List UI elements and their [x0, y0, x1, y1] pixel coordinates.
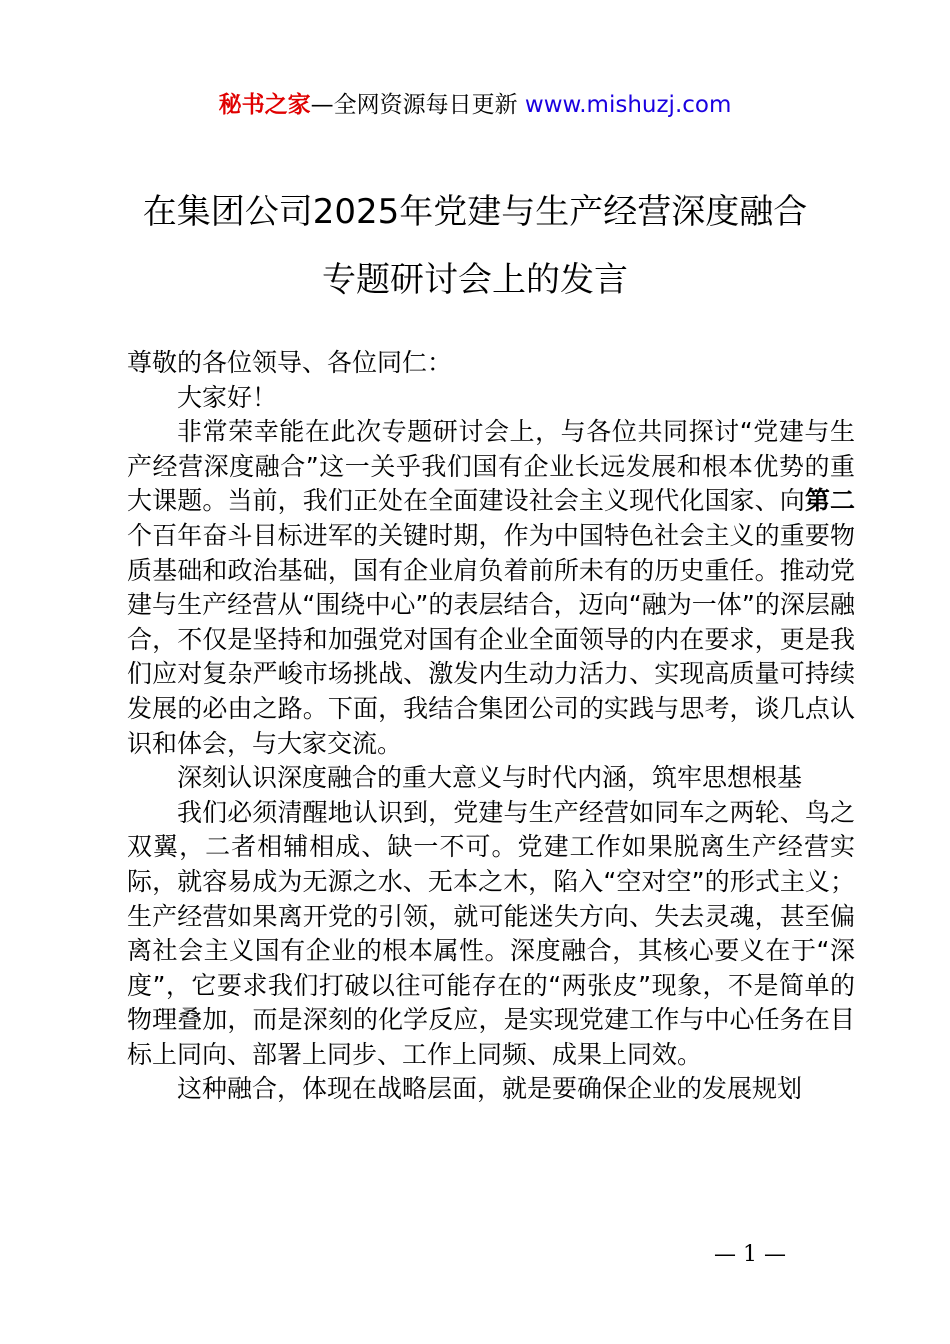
page-number: — 1 — [714, 1242, 786, 1267]
document-title-line-2: 专题研讨会上的发言 [322, 260, 628, 300]
site-tagline: —全网资源每日更新 [310, 92, 525, 118]
salutation: 尊敬的各位领导、各位同仁： [127, 348, 453, 377]
greeting: 大家好！ [177, 382, 278, 412]
paragraph-intro [127, 415, 855, 761]
site-url-link[interactable]: www.mishuzj.com [524, 92, 732, 118]
paragraph-intro-part-a: 非常荣幸能在此次专题研讨会上，与各位共同探讨“党建与生产经营深度融合”这一关乎我们国有企业长远发展和根本优势的重大课题。当前，我们正处在全面建设社会主义现代化国家、向 [127, 417, 855, 516]
document-title-line-1: 在集团公司2025年党建与生产经营深度融合 [142, 192, 808, 232]
paragraph-intro-part-b: 个百年奋斗目标进军的关键时期，作为中国特色社会主义的重要物质基础和政治基础，国有企业肩负着前所未有的历史重任。推动党建与生产经营从“围绕中心”的表层结合，迈向“融为一体”的深层融合，不仅是坚持和加强党对国有企业全面领导的内在要求，更是我们应对复杂严峻市场挑战、激发内生动力活力、实现高质量可持续发展的必由之路。下面，我结合集团公司的实践与思考，谈几点认识和体会，与大家交流。 [127, 520, 855, 758]
site-header [0, 88, 950, 122]
site-brand: 秘书之家 [218, 92, 311, 118]
document-body [127, 346, 855, 1107]
paragraph-strategy: 这种融合，体现在战略层面，就是要确保企业的发展规划 [177, 1074, 803, 1104]
paragraph-intro-bold: 第二 [804, 486, 855, 516]
section-heading: 深刻认识深度融合的重大意义与时代内涵，筑牢思想根基 [177, 763, 803, 793]
paragraph-meaning: 我们必须清醒地认识到，党建与生产经营如同车之两轮、鸟之双翼，二者相辅相成、缺一不可。党建工作如果脱离生产经营实际，就容易成为无源之水、无本之木，陷入“空对空”的形式主义；生产经营如果离开党的引领，就可能迷失方向、失去灵魂，甚至偏离社会主义国有企业的根本属性。深度融合，其核心要义在于“深度”，它要求我们打破以往可能存在的“两张皮”现象，不是简单的物理叠加，而是深刻的化学反应，是实现党建工作与中心任务在目标上同向、部署上同步、工作上同频、成果上同效。 [127, 797, 855, 1069]
